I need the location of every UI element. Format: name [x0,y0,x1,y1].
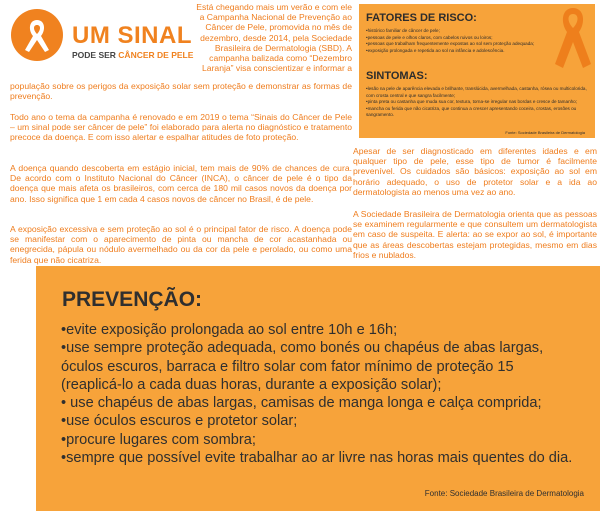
list-item [61,412,573,430]
list-item-text: evite exposição prolongada ao sol entre 10h e 16h; [66,322,398,338]
paragraph-risk-factor: A exposição excessiva e sem proteção ao sol é o principal fator de risco. A doença pode se manifestar com o aparecimento de pinta ou mancha de cor acastanhada ou enegrecida, pápula ou nódulo avermelhado ou da cor da pele e perolado, ou como uma ferida que não cicatriza. [10,224,352,265]
list-item: • pessoas de pele e olhos claros, com cabelos ruivos ou loiros; [366,35,556,42]
prevention-box [36,266,600,511]
paragraph-sbd-guidance: A Sociedade Brasileira de Dermatologia orienta que as pessoas se examinem regularmente e que consultem um dermatologista em caso de suspeita. E alerta: ao se expor ao sol, é importante que as áreas descobertas estejam protegidas, mesmo em dias frios e nublados. [353,209,597,260]
list-item-text: procure lugares com sombra; [66,431,256,448]
awareness-ribbon-icon [10,8,64,62]
prevention-source: Fonte: Sociedade Brasileira de Dermatologia [424,489,584,498]
list-item: • mancha ou ferida que não cicatriza, que continua a crescer apresentando coceira, crostas, erosões ou sangramento. [366,106,588,119]
logo-subtitle-accent: CÂNCER DE PELE [118,50,194,60]
awareness-ribbon-icon [553,6,593,72]
logo-subtitle-plain: PODE SER [72,50,119,60]
list-item [61,394,573,412]
campaign-logo [10,8,194,62]
logo-title: UM SINAL [72,22,192,49]
risk-factors-list [366,28,556,54]
prevention-list [61,321,573,467]
list-item-text: use chapéus de abas largas, camisas de manga longa e calça comprida; [66,395,542,412]
symptoms-list [366,86,588,119]
list-item [61,339,573,394]
list-item-text: use sempre proteção adequada, como bonés ou chapéus de abas largas, óculos escuros, barraca e filtro solar com fator mínimo de proteção 15 (reaplicá-lo a cada duas horas, durante a exposição solar); [61,340,544,393]
intro-paragraph-top: Está chegando mais um verão e com ele a Campanha Nacional de Prevenção ao Câncer de Pele, promovida no mês de dezembro, desde 2014, pela Sociedade Brasileira de Dermatologia (SBD). A campanha balizada como “Dezembro Laranja” visa conscientizar e informar a [196,2,352,74]
list-item-text: use óculos escuros e protetor solar; [66,413,298,430]
prevention-heading: PREVENÇÃO: [62,288,203,311]
list-item: • exposição prolongada e repetida ao sol na infância e adolescência. [366,48,556,55]
paragraph-statistics: A doença quando descoberta em estágio inicial, tem mais de 90% de chances de cura. De acordo com o Instituto Nacional do Câncer (INCA), o câncer de pele é o tipo da doença que mais afeta os brasileiros, com cerca de 180 mil casos novos da doença por ano. Isso significa que 1 em cada 4 casos novos de câncer no Brasil, é de pele. [10,163,352,204]
paragraph-campaign-theme: Todo ano o tema da campanha é renovado e em 2019 o tema “Sinais do Câncer de Pele – um sinal pode ser câncer de pele” foi elaborado para alerta no diagnóstico e tratamento precoce da doença. E com isso alertar e espalhar atitudes de foto proteção. [10,112,352,143]
list-item [61,449,573,467]
intro-paragraph-rest: população sobre os perigos da exposição solar sem proteção e demonstrar as formas de prevenção. [10,81,352,102]
symptoms-heading: SINTOMAS: [366,70,428,82]
risk-box-source: Fonte: Sociedade Brasileira de Dermatologia [505,130,585,135]
paragraph-prevention-basics: Apesar de ser diagnosticado em diferentes idades e em qualquer tipo de pele, esse tipo de tumor é facilmente prevenível. Os cuidados são básicos: exposição ao sol em horário adequado, o uso de protetor solar e a ida ao dermatologista ao menos uma vez ao ano. [353,146,597,197]
list-item [61,321,573,339]
list-item [61,431,573,449]
list-item: • histórico familiar de câncer de pele; [366,28,556,35]
risk-factors-box [359,4,595,138]
list-item: • pessoas que trabalham frequentemente expostas ao sol sem proteção adequada; [366,41,556,48]
list-item-text: sempre que possível evite trabalhar ao ar livre nas horas mais quentes do dia. [66,450,573,467]
risk-factors-heading: FATORES DE RISCO: [366,12,477,24]
logo-subtitle [72,50,193,60]
list-item: • pinta preta ou castanha que muda sua cor, textura, torna-se irregular nas bordas e cresce de tamanho; [366,99,588,106]
list-item: • lesão na pele de aparência elevada e brilhante, translúcida, avermelhada, castanha, rósea ou multicolorida, com crosta central e que sangra facilmente; [366,86,588,99]
